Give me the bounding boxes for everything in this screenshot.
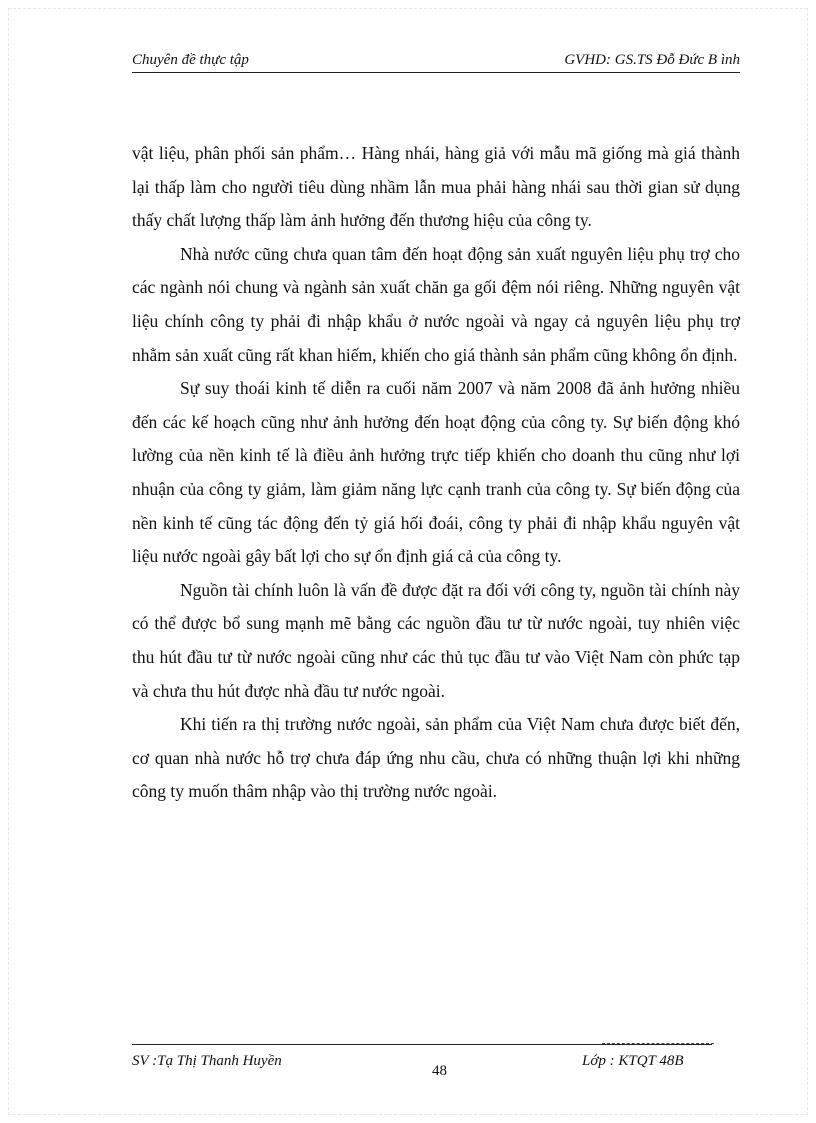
body-text xyxy=(132,137,740,809)
footer-rule-dashed xyxy=(602,1043,714,1044)
paragraph-4: Nguồn tài chính luôn là vấn đề được đặt ra đối với công ty, nguồn tài chính này có thể được bổ sung mạnh mẽ bằng các nguồn đầu tư từ nước ngoài, tuy nhiên việc thu hút đầu tư từ nước ngoài cũng như các thủ tục đầu tư vào Việt Nam còn phức tạp và chưa thu hút được nhà đầu tư nước ngoài. xyxy=(132,579,740,701)
paragraph-1: vật liệu, phân phối sản phẩm… Hàng nhái, hàng giả với mẫu mã giống mà giá thành lại thấp làm cho người tiêu dùng nhầm lẫn mua phải hàng nhái sau thời gian sử dụng thấy chất lượng thấp làm ảnh hưởng đến thương hiệu của công ty. xyxy=(132,143,740,231)
header-supervisor: GVHD: GS.TS Đỗ Đức B ình xyxy=(564,52,740,68)
paragraph-2: Nhà nước cũng chưa quan tâm đến hoạt động sản xuất nguyên liệu phụ trợ cho các ngành nói chung và ngành sản xuất chăn ga gối đệm nói riêng. Những nguyên vật liệu chính công ty phải đi nhập khẩu ở nước ngoài và ngay cả nguyên liệu phụ trợ nhằm sản xuất cũng rất khan hiếm, khiến cho giá thành sản phẩm cũng không ổn định. xyxy=(132,243,740,365)
header-rule xyxy=(132,72,740,73)
footer-class: Lớp : KTQT 48B xyxy=(582,1053,684,1069)
paragraph-5: Khi tiến ra thị trường nước ngoài, sản phẩm của Việt Nam chưa được biết đến, cơ quan nhà nước hỗ trợ chưa đáp ứng nhu cầu, chưa có những thuận lợi khi những công ty muốn thâm nhập vào thị trường nước ngoài. xyxy=(132,714,740,802)
footer-rule xyxy=(132,1044,712,1045)
paragraph-3: Sự suy thoái kinh tế diễn ra cuối năm 2007 và năm 2008 đã ảnh hưởng nhiều đến các kế hoạch cũng như ảnh hưởng đến hoạt động của công ty. Sự biến động khó lường của nền kinh tế là điều ảnh hưởng trực tiếp khiến cho doanh thu cũng như lợi nhuận của công ty giảm, làm giảm năng lực cạnh tranh của công ty. Sự biến động của nền kinh tế cũng tác động đến tỷ giá hối đoái, công ty phải đi nhập khẩu nguyên vật liệu nước ngoài gây bất lợi cho sự ổn định giá cả của công ty. xyxy=(132,378,740,567)
footer-student-name: SV :Tạ Thị Thanh Huyền xyxy=(132,1053,282,1069)
header-document-type: Chuyên đề thực tập xyxy=(132,52,249,68)
footer-page-number: 48 xyxy=(432,1063,447,1079)
